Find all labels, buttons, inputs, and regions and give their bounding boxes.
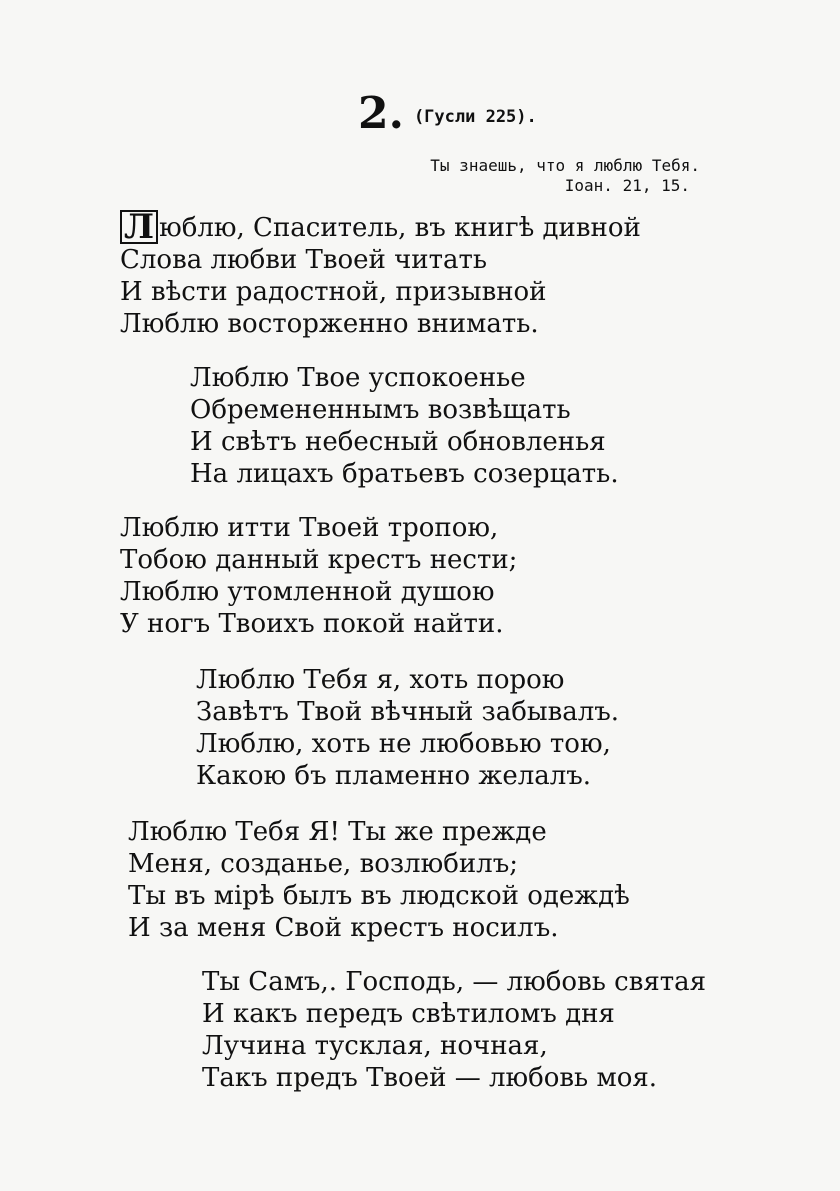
poem-line: У ногъ Твоихъ покой найти.: [120, 609, 504, 639]
poem-line: Такъ предъ Твоей — любовь моя.: [202, 1063, 658, 1093]
stanza-1: [120, 207, 641, 340]
stanza-6: [202, 966, 706, 1094]
epigraph-reference: Іоан. 21, 15.: [564, 176, 690, 195]
stanza-5: [128, 816, 630, 944]
drop-cap: Л: [120, 210, 158, 244]
poem-line: И какъ передъ свѣтиломъ дня: [202, 999, 615, 1029]
poem-line: Лучина тусклая, ночная,: [202, 1031, 548, 1061]
poem-line: И вѣсти радостной, призывной: [120, 277, 547, 307]
poem-line: Люблю Тебя я, хоть порою: [196, 665, 565, 695]
hymn-number: 2.: [358, 88, 404, 139]
stanza-3: [120, 512, 517, 640]
poem-line: Люблю утомленной душою: [120, 577, 495, 607]
poem-line: Люблю, хоть не любовью тою,: [196, 729, 611, 759]
poem-line: Люблю восторженно внимать.: [120, 309, 539, 339]
hymn-source-reference: (Гусли 225).: [413, 107, 537, 127]
epigraph-text: Ты знаешь, что я люблю Тебя.: [430, 156, 700, 175]
epigraph: [430, 156, 700, 196]
hymn-header: [358, 88, 537, 139]
poem-line: Обремененнымъ возвѣщать: [190, 395, 571, 425]
poem-line: И свѣтъ небесный обновленья: [190, 427, 606, 457]
poem-line: [120, 207, 641, 247]
poem-line: Какою бъ пламенно желалъ.: [196, 761, 592, 791]
first-line-text: юблю, Спаситель, въ книгѣ дивной: [159, 213, 641, 243]
poem-line: Тобою данный крестъ нести;: [120, 545, 518, 575]
stanza-4: [196, 664, 619, 792]
poem-line: Люблю Твое успокоенье: [190, 363, 526, 393]
poem-line: Ты Самъ,. Господь, — любовь святая: [202, 967, 707, 997]
poem-line: Завѣтъ Твой вѣчный забывалъ.: [196, 697, 620, 727]
poem-line: Люблю итти Твоей тропою,: [120, 513, 499, 543]
poem-line: Меня, созданье, возлюбилъ;: [128, 849, 518, 879]
poem-line: На лицахъ братьевъ созерцать.: [190, 459, 619, 489]
poem-line: Люблю Тебя Я! Ты же прежде: [128, 817, 547, 847]
poem-line: И за меня Свой крестъ носилъ.: [128, 913, 559, 943]
stanza-2: [190, 362, 619, 490]
poem-line: Слова любви Твоей читать: [120, 245, 488, 275]
poem-line: Ты въ мірѣ былъ въ людской одеждѣ: [128, 881, 630, 911]
